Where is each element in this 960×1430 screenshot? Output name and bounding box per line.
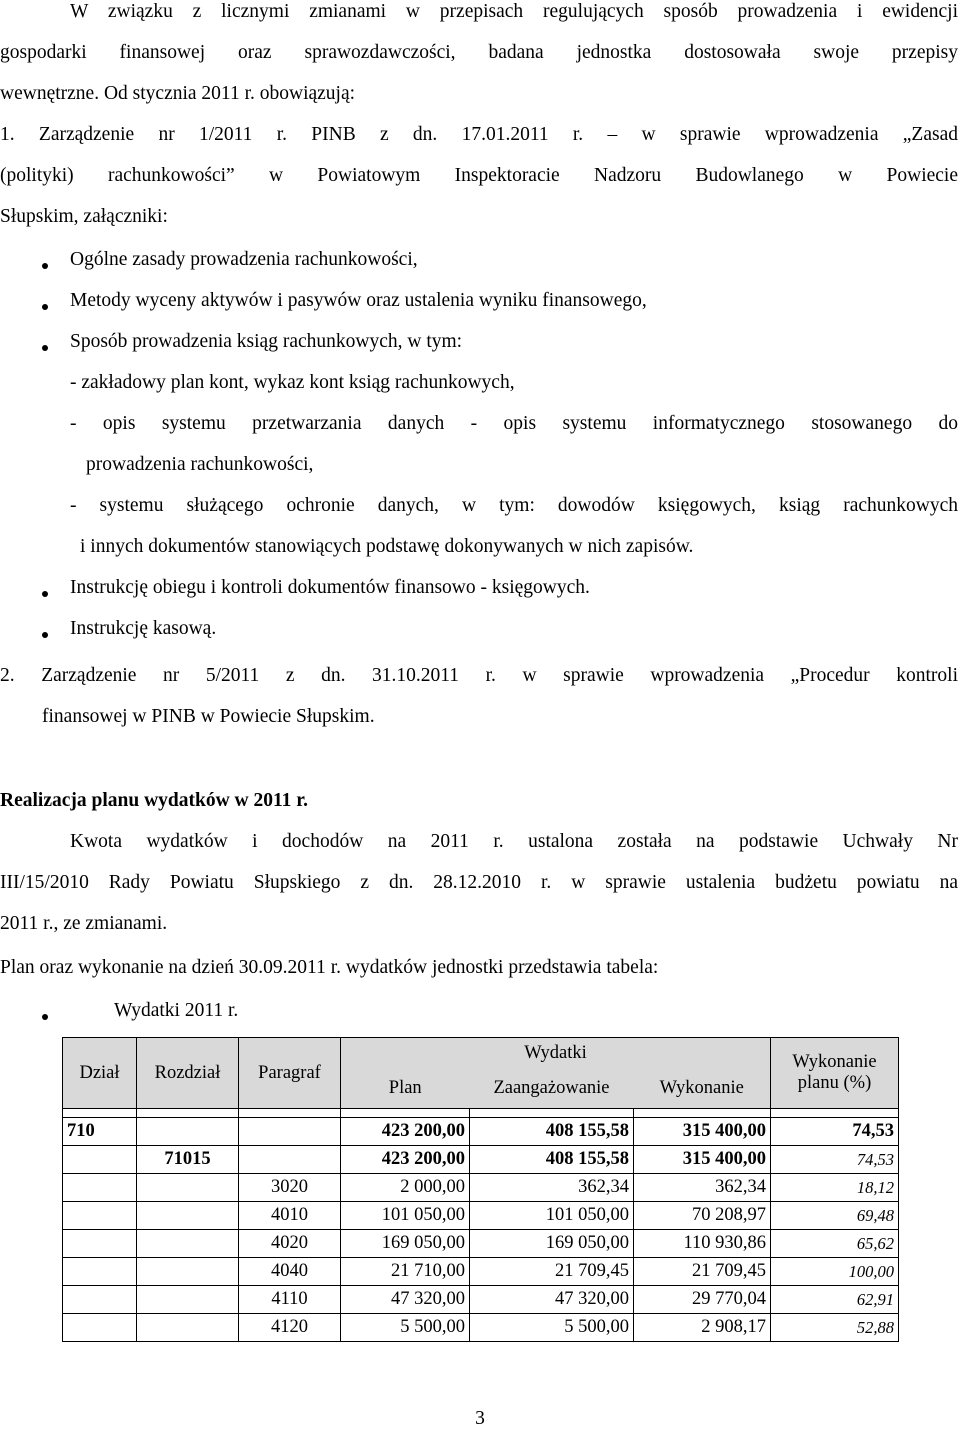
table-row [63,1230,899,1258]
cell-plan: 423 200,00 [341,1118,470,1146]
cell-dzial [63,1202,137,1230]
cell-plan: 21 710,00 [341,1258,470,1286]
cell-plan: 169 050,00 [341,1230,470,1258]
cell-rozdzial [137,1258,239,1286]
table-row [63,1118,899,1146]
cell-procent: 52,88 [771,1314,899,1342]
table-row [63,1202,899,1230]
cell-zaangazowanie: 169 050,00 [470,1230,634,1258]
cell-paragraf: 4020 [239,1230,341,1258]
header-plan: Plan [341,1068,470,1109]
table-row [63,1174,899,1202]
list-item-2-line: 2. Zarządzenie nr 5/2011 z dn. 31.10.2011 r. w sprawie wprowadzenia „Procedur kontroli [0,665,958,686]
dash-item: - opis systemu przetwarzania danych - opis systemu informatycznego stosowanego do [70,413,958,434]
header-rozdzial: Rozdział [137,1038,239,1109]
bullet-item: Sposób prowadzenia ksiąg rachunkowych, w tym: [70,331,463,352]
paragraph-line: W związku z licznymi zmianami w przepisach regulujących sposób prowadzenia i ewidencji [70,1,958,22]
cell-dzial [63,1258,137,1286]
section-paragraph-line: 2011 r., ze zmianami. [0,913,168,934]
cell-paragraf: 4120 [239,1314,341,1342]
paragraph-line: wewnętrzne. Od stycznia 2011 r. obowiązują: [0,83,356,104]
header-wydatki: Wydatki [341,1038,771,1069]
cell-zaangazowanie: 408 155,58 [470,1118,634,1146]
cell-zaangazowanie: 362,34 [470,1174,634,1202]
cell-zaangazowanie: 101 050,00 [470,1202,634,1230]
table-row [63,1146,899,1174]
cell-paragraf: 4110 [239,1286,341,1314]
cell-dzial [63,1174,137,1202]
cell-wykonanie: 29 770,04 [634,1286,771,1314]
cell-plan: 101 050,00 [341,1202,470,1230]
section-paragraph-line: Kwota wydatków i dochodów na 2011 r. ustalona została na podstawie Uchwały Nr [70,831,958,852]
cell-wykonanie: 362,34 [634,1174,771,1202]
dash-item: - zakładowy plan kont, wykaz kont ksiąg rachunkowych, [70,372,515,393]
header-wykonanie-planu-line2: planu (%) [797,1073,872,1093]
list-item-1-line: Słupskim, załączniki: [0,206,168,227]
list-item-2-line: finansowej w PINB w Powiecie Słupskim. [42,706,375,727]
paragraph-line: gospodarki finansowej oraz sprawozdawczości, badana jednostka dostosowała swoje przepisy [0,42,958,63]
cell-plan: 47 320,00 [341,1286,470,1314]
table-row [63,1286,899,1314]
cell-rozdzial [137,1118,239,1146]
bullet-item: Metody wyceny aktywów i pasywów oraz ustalenia wyniku finansowego, [70,290,647,311]
list-item-1-line: (polityki) rachunkowości” w Powiatowym Inspektoracie Nadzoru Budowlanego w Powiecie [0,165,958,186]
cell-wykonanie: 70 208,97 [634,1202,771,1230]
cell-paragraf [239,1118,341,1146]
cell-wykonanie: 110 930,86 [634,1230,771,1258]
header-paragraf: Paragraf [239,1038,341,1109]
cell-paragraf [239,1146,341,1174]
cell-paragraf: 4010 [239,1202,341,1230]
cell-dzial [63,1314,137,1342]
dash-item-continued: prowadzenia rachunkowości, [86,454,314,475]
cell-procent: 74,53 [771,1118,899,1146]
cell-plan: 423 200,00 [341,1146,470,1174]
header-zaangazowanie: Zaangażowanie [470,1068,634,1109]
header-wykonanie-planu-line1: Wykonanie [792,1052,877,1072]
cell-dzial [63,1286,137,1314]
header-wykonanie-planu [771,1038,899,1109]
cell-procent: 100,00 [771,1258,899,1286]
cell-rozdzial [137,1286,239,1314]
list-item-1-line: 1. Zarządzenie nr 1/2011 r. PINB z dn. 17.01.2011 r. – w sprawie wprowadzenia „Zasad [0,124,958,145]
table-caption: Wydatki 2011 r. [114,1000,239,1021]
header-dzial: Dział [63,1038,137,1109]
header-wykonanie: Wykonanie [634,1068,771,1109]
dash-item: - systemu służącego ochronie danych, w tym: dowodów księgowych, ksiąg rachunkowych [70,495,958,516]
page-number: 3 [475,1408,485,1429]
cell-procent: 62,91 [771,1286,899,1314]
cell-rozdzial [137,1314,239,1342]
section-heading: Realizacja planu wydatków w 2011 r. [0,790,309,811]
cell-wykonanie: 315 400,00 [634,1146,771,1174]
section-paragraph-line: III/15/2010 Rady Powiatu Słupskiego z dn. 28.12.2010 r. w sprawie ustalenia budżetu powiatu na [0,872,958,893]
cell-paragraf: 4040 [239,1258,341,1286]
bullet-item: Ogólne zasady prowadzenia rachunkowości, [70,249,418,270]
cell-rozdzial [137,1202,239,1230]
expenditure-table [62,1037,899,1342]
cell-dzial [63,1146,137,1174]
cell-dzial: 710 [63,1118,137,1146]
cell-zaangazowanie: 47 320,00 [470,1286,634,1314]
cell-zaangazowanie: 5 500,00 [470,1314,634,1342]
cell-paragraf: 3020 [239,1174,341,1202]
bullet-item: Instrukcję obiegu i kontroli dokumentów finansowo - księgowych. [70,577,590,598]
cell-plan: 2 000,00 [341,1174,470,1202]
table-row [63,1314,899,1342]
dash-item-continued: i innych dokumentów stanowiących podstawę dokonywanych w nich zapisów. [80,536,694,557]
table-row [63,1258,899,1286]
cell-zaangazowanie: 21 709,45 [470,1258,634,1286]
cell-plan: 5 500,00 [341,1314,470,1342]
cell-rozdzial [137,1230,239,1258]
cell-procent: 74,53 [771,1146,899,1174]
bullet-item: Instrukcję kasową. [70,618,217,639]
cell-zaangazowanie: 408 155,58 [470,1146,634,1174]
cell-wykonanie: 21 709,45 [634,1258,771,1286]
cell-rozdzial: 71015 [137,1146,239,1174]
cell-wykonanie: 2 908,17 [634,1314,771,1342]
cell-wykonanie: 315 400,00 [634,1118,771,1146]
table-intro: Plan oraz wykonanie na dzień 30.09.2011 r. wydatków jednostki przedstawia tabela: [0,957,659,978]
cell-rozdzial [137,1174,239,1202]
cell-dzial [63,1230,137,1258]
cell-procent: 69,48 [771,1202,899,1230]
cell-procent: 18,12 [771,1174,899,1202]
cell-procent: 65,62 [771,1230,899,1258]
